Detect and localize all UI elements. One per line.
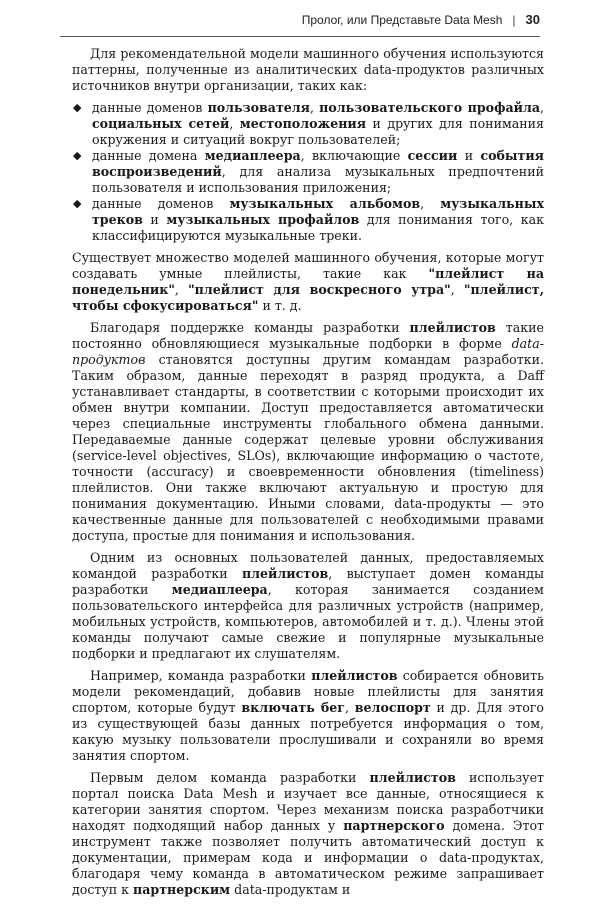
page-body: [72, 46, 544, 904]
header-rule: [60, 36, 540, 37]
running-header: [302, 12, 540, 27]
paragraph-intro: Для рекомендательной модели машинного обучения используются паттерны, полученные из аналитических data-продуктов различных источников внутри организации, таких как:: [72, 46, 544, 93]
paragraph-smart-playlists: Существует множество моделей машинного обучения, которые могут создавать умные плейлисты, такие как "плейлист на понедельник", "плейлист для воскресного утра", "плейлист, чтобы сфокусироваться" и т. д.: [72, 250, 545, 313]
paragraph-media-player: Одним из основных пользователей данных, предоставляемых командой разработки плейлистов, выступает домен команды разработки медиаплеера, которая занимается созданием пользовательского интерфейса для различных устройств (например, мобильных устройств, компьютеров, автомобилей и т. д.). Члены этой команды получают самые свежие и популярные музыкальные подборки и предлагают их слушателям.: [72, 550, 544, 661]
paragraph-data-products: Благодаря поддержке команды разработки плейлистов такие постоянно обновляющиеся музыкальные подборки в форме data-продуктов становятся доступны другим командам разработки. Таким образом, данные переходят в разряд продукта, а Daff устанавливает стандарты, в соответствии с которыми происходит их обмен внутри компании. Доступ предоставляется автоматически через специальные инструменты глобального обмена данными. Передаваемые данные содержат целевые уровни обслуживания (service-level objectives, SLOs), включающие информацию о частоте, точности (accuracy) и своевременности обновления (timeliness) плейлистов. Они также включают актуальную и простую для понимания документацию. Иными словами, data-продукты — это качественные данные для пользователей с необходимыми правами доступа, простые для понимания и использования.: [72, 320, 544, 543]
diamond-bullet-icon: ◆: [73, 197, 82, 210]
paragraph-search-portal: Первым делом команда разработки плейлистов использует портал поиска Data Mesh и изучает все данные, относящиеся к категории занятия спортом. Через механизм поиска разработчики находят подходящий набор данных у партнерского домена. Этот инструмент также позволяет получить автоматический доступ к документации, примерам кода и информации о data-продуктах, благодаря чему команда в автоматическом режиме запрашивает доступ к партнерским data-продуктам и: [72, 770, 545, 897]
page-number: 30: [525, 12, 540, 27]
paragraph-sport-playlists: Например, команда разработки плейлистов собирается обновить модели рекомендаций, добавив новые плейлисты для занятия спортом, которые будут включать бег, велоспорт и др. Для этого из существующей базы данных потребуется информация о том, какую музыку пользователи прослушивали и сохраняли во время занятия спортом.: [72, 668, 545, 763]
list-item: ◆ данные доменов пользователя, пользовательского профайла, социальных сетей, местоположения и других для понимания окружения и ситуаций вокруг пользователей;: [73, 100, 545, 147]
chapter-title: Пролог, или Представьте Data Mesh: [301, 12, 503, 27]
list-item: ◆ данные домена медиаплеера, включающие сессии и события воспроизведений, для анализа музыкальных предпочтений пользователя и использования приложения;: [73, 148, 544, 195]
bullet-list: [72, 100, 544, 244]
list-item: ◆ данные доменов музыкальных альбомов, музыкальных треков и музыкальных профайлов для понимания того, как классифицируются музыкальные треки.: [73, 196, 544, 243]
header-separator: |: [512, 12, 516, 27]
diamond-bullet-icon: ◆: [73, 149, 82, 162]
diamond-bullet-icon: ◆: [73, 101, 82, 114]
